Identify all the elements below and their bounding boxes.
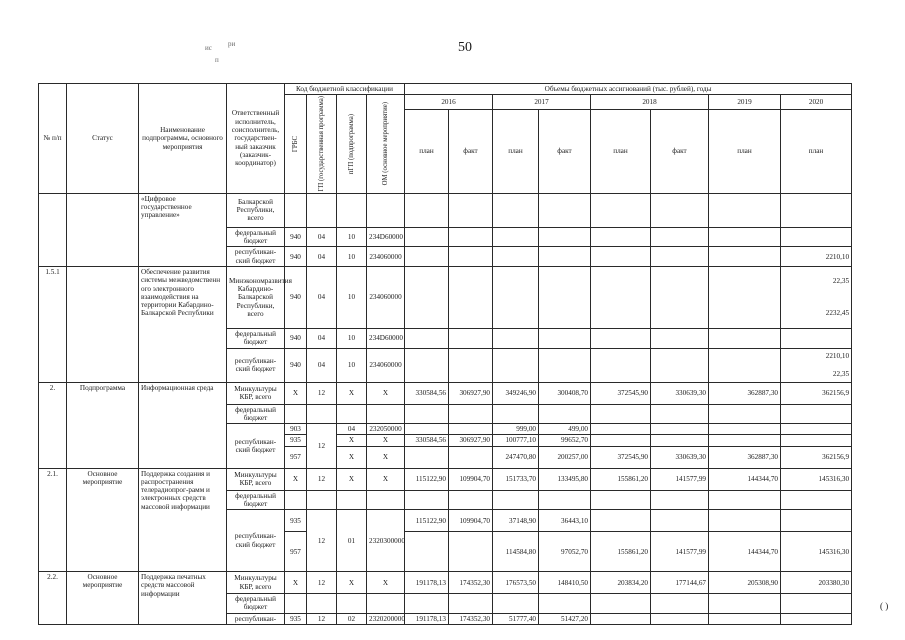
om-cell: X	[367, 468, 405, 490]
pgp-cell: 10	[337, 328, 367, 348]
gp-cell: 12	[307, 572, 337, 594]
value-cell: 499,00	[539, 424, 591, 435]
gp-cell: 04	[307, 348, 337, 382]
value-cell: 247470,80	[493, 446, 539, 468]
executor-cell: республикан-ский бюджет	[227, 348, 285, 382]
pgp-cell: 10	[337, 227, 367, 247]
value-cell: 141577,99	[651, 468, 709, 490]
row-number: 2.	[39, 382, 67, 468]
om-cell: 232050000	[367, 424, 405, 435]
footer-mark: ( )	[880, 601, 889, 611]
value-cell: 144344,70	[709, 532, 781, 572]
value-cell: 177144,67	[651, 572, 709, 594]
value-cell: 115122,90	[405, 510, 449, 532]
header-year-2020: 2020	[781, 95, 852, 109]
table-row	[39, 468, 852, 490]
executor-cell: федеральный бюджет	[227, 594, 285, 614]
header-plan: план	[781, 109, 852, 193]
gp-cell: 12	[307, 613, 337, 624]
pgp-cell: 10	[337, 348, 367, 382]
value-cell: 372545,90	[591, 382, 651, 404]
om-cell: 234060000	[367, 348, 405, 382]
header-year-2017: 2017	[493, 95, 591, 109]
table-row	[39, 572, 852, 594]
header-fact: факт	[449, 109, 493, 193]
gp-cell: 12	[307, 468, 337, 490]
header-executor: Ответственный исполнитель, соисполнитель, государствен-ный заказчик (заказчик-координатор)	[227, 84, 285, 194]
om-cell: 2320200000	[367, 613, 405, 624]
value-cell: 330639,30	[651, 446, 709, 468]
value-cell: 362156,9	[781, 446, 852, 468]
table-row	[39, 382, 852, 404]
om-cell: X	[367, 435, 405, 446]
om-cell: X	[367, 446, 405, 468]
value-cell: 362156,9	[781, 382, 852, 404]
value-cell: 144344,70	[709, 468, 781, 490]
program-name: «Цифровое государственное управление»	[139, 193, 227, 266]
value-cell: 349246,90	[493, 382, 539, 404]
gp-cell: 12	[307, 510, 337, 572]
grbs-cell: 935	[285, 613, 307, 624]
grbs-cell: 940	[285, 348, 307, 382]
pgp-cell: 10	[337, 266, 367, 328]
om-cell: 234060000	[367, 266, 405, 328]
value-cell: 36443,10	[539, 510, 591, 532]
grbs-cell: 957	[285, 446, 307, 468]
program-name: Поддержка создания и распространения телерадиопрог-рамм и электронных средств массовой информации	[139, 468, 227, 572]
value-cell: 362887,30	[709, 446, 781, 468]
pgp-cell: 02	[337, 613, 367, 624]
header-plan: план	[591, 109, 651, 193]
value-cell: 155861,20	[591, 468, 651, 490]
value-cell: 100777,10	[493, 435, 539, 446]
header-name: Наименование подпрограммы, основного мероприятия	[139, 84, 227, 194]
grbs-cell: 935	[285, 435, 307, 446]
status-cell: Подпрограмма	[67, 382, 139, 468]
value-cell: 145316,30	[781, 532, 852, 572]
pgp-cell: X	[337, 435, 367, 446]
header-plan: план	[493, 109, 539, 193]
grbs-cell: 940	[285, 227, 307, 247]
value-cell: 330584,56	[405, 435, 449, 446]
header-num: № п/п	[39, 84, 67, 194]
grbs-cell: X	[285, 382, 307, 404]
margin-scribble: ри	[228, 40, 236, 48]
executor-cell: Балкарской Республики, всего	[227, 193, 285, 227]
gp-cell: 04	[307, 328, 337, 348]
value-cell: 362887,30	[709, 382, 781, 404]
value-cell: 174352,30	[449, 613, 493, 624]
header-year-2019: 2019	[709, 95, 781, 109]
value-cell: 51427,20	[539, 613, 591, 624]
value-cell: 141577,99	[651, 532, 709, 572]
program-name: Информационная среда	[139, 382, 227, 468]
value-cell: 114584,80	[493, 532, 539, 572]
value-cell: 145316,30	[781, 468, 852, 490]
header-row-1	[39, 84, 852, 95]
om-cell: 234D60000	[367, 227, 405, 247]
value-cell: 330584,56	[405, 382, 449, 404]
om-cell: 2320300000	[367, 510, 405, 572]
header-volume-title: Объемы бюджетных ассигнований (тыс. рублей), годы	[405, 84, 852, 95]
header-om: ОМ (основное мероприятие)	[381, 102, 389, 186]
executor-cell: федеральный бюджет	[227, 328, 285, 348]
header-fact: факт	[539, 109, 591, 193]
header-plan: план	[405, 109, 449, 193]
value-cell: 176573,50	[493, 572, 539, 594]
executor-cell: Минкультуры КБР, всего	[227, 382, 285, 404]
pgp-cell: X	[337, 572, 367, 594]
value-cell: 151733,70	[493, 468, 539, 490]
value-cell: 330639,30	[651, 382, 709, 404]
gp-cell: 04	[307, 247, 337, 267]
grbs-cell: X	[285, 572, 307, 594]
header-kbk-title: Код бюджетной классификации	[285, 84, 405, 95]
executor-cell: Минкультуры КБР, всего	[227, 468, 285, 490]
value-cell: 306927,90	[449, 435, 493, 446]
value-cell: 200257,00	[539, 446, 591, 468]
value-cell: 2210,10	[781, 247, 852, 267]
value-cell: 109904,70	[449, 468, 493, 490]
value-cell: 22,35	[832, 277, 850, 286]
value-cell: 999,00	[493, 424, 539, 435]
grbs-cell: 903	[285, 424, 307, 435]
header-year-2016: 2016	[405, 95, 493, 109]
om-cell: 234D60000	[367, 328, 405, 348]
header-plan: план	[709, 109, 781, 193]
grbs-cell: 940	[285, 328, 307, 348]
value-cell: 300408,70	[539, 382, 591, 404]
table-row	[39, 193, 852, 227]
value-cell: 155861,20	[591, 532, 651, 572]
value-cell: 205308,90	[709, 572, 781, 594]
value-cell: 191178,13	[405, 613, 449, 624]
row-number: 2.1.	[39, 468, 67, 572]
value-cell: 51777,40	[493, 613, 539, 624]
value-cell: 203834,20	[591, 572, 651, 594]
budget-table	[38, 83, 852, 625]
value-cell: 174352,30	[449, 572, 493, 594]
value-cell: 99652,70	[539, 435, 591, 446]
status-cell: Основное мероприятие	[67, 572, 139, 625]
value-cell: 372545,90	[591, 446, 651, 468]
value-cell: 203380,30	[781, 572, 852, 594]
executor-cell: Минэкономразвития Кабардино-Балкарской Республики, всего	[227, 266, 285, 328]
executor-cell: Минкультуры КБР, всего	[227, 572, 285, 594]
executor-cell: республикан-ский бюджет	[227, 247, 285, 267]
header-pgp: пГП (подпрограмма)	[347, 113, 355, 175]
pgp-cell: X	[337, 446, 367, 468]
executor-cell: федеральный бюджет	[227, 490, 285, 510]
value-cell: 37148,90	[493, 510, 539, 532]
header-year-2018: 2018	[591, 95, 709, 109]
pgp-cell: 10	[337, 247, 367, 267]
page-number: 50	[458, 40, 472, 55]
grbs-cell: X	[285, 468, 307, 490]
om-cell: X	[367, 382, 405, 404]
gp-cell: 04	[307, 227, 337, 247]
status-cell: Основное мероприятие	[67, 468, 139, 572]
executor-cell: республикан-ский бюджет	[227, 424, 285, 469]
executor-cell: республикан-ский бюджет	[227, 510, 285, 572]
gp-cell: 12	[307, 424, 337, 469]
pgp-cell: X	[337, 382, 367, 404]
value-cell: 109904,70	[449, 510, 493, 532]
value-cell: 133495,80	[539, 468, 591, 490]
header-grbs: ГРБС	[291, 135, 299, 153]
om-cell: X	[367, 572, 405, 594]
row-number: 1.5.1	[39, 266, 67, 382]
header-gp: ГП (государственная программа)	[317, 96, 325, 192]
value-cell: 2232,45	[825, 309, 850, 318]
value-cell: 22,35	[832, 370, 850, 378]
header-status: Статус	[67, 84, 139, 194]
value-cell: 97052,70	[539, 532, 591, 572]
margin-scribble: ис	[205, 44, 212, 52]
header-fact: факт	[651, 109, 709, 193]
gp-cell: 12	[307, 382, 337, 404]
row-number: 2.2.	[39, 572, 67, 625]
grbs-cell: 940	[285, 266, 307, 328]
grbs-cell: 940	[285, 247, 307, 267]
gp-cell: 04	[307, 266, 337, 328]
value-cell: 191178,13	[405, 572, 449, 594]
grbs-cell: 935	[285, 510, 307, 532]
om-cell: 234060000	[367, 247, 405, 267]
executor-cell: республикан-	[227, 613, 285, 624]
table-row	[39, 266, 852, 328]
grbs-cell: 957	[285, 532, 307, 572]
pgp-cell: 01	[337, 510, 367, 572]
value-cell: 148410,50	[539, 572, 591, 594]
pgp-cell: X	[337, 468, 367, 490]
program-name: Обеспечение развития системы межведомственн ого электронного взаимодействия на территории Кабардино-Балкарской Республики	[139, 266, 227, 382]
program-name: Поддержка печатных средств массовой информации	[139, 572, 227, 625]
pgp-cell: 04	[337, 424, 367, 435]
value-cell: 306927,90	[449, 382, 493, 404]
executor-cell: федеральный бюджет	[227, 227, 285, 247]
value-cell: 115122,90	[405, 468, 449, 490]
margin-scribble: п	[215, 56, 219, 64]
value-cell: 2210,10	[825, 351, 850, 360]
executor-cell: федеральный бюджет	[227, 404, 285, 424]
